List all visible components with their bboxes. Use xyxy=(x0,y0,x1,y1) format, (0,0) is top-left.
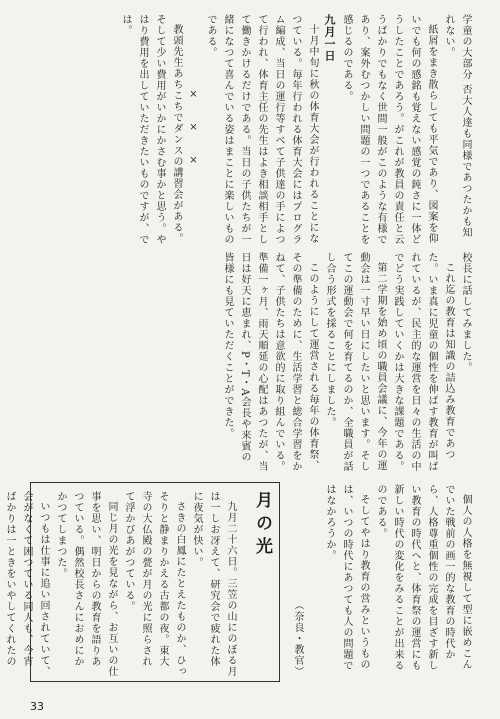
section-heading: 九月一日 xyxy=(323,14,336,62)
paragraph: 同じ月の光を見ながら、お互いの仕事を思い、明日からの教育を語りあつている。偶然校長さんにおめにかかつてしまつた。 xyxy=(55,491,117,677)
paragraph: 学童の大部分 否大人達も同様であつたかも知れない。 xyxy=(443,14,471,239)
paragraph: 紙屑をまき散らしても平気であり、図案を仰いでも何の感銘も覚えない感覚の鈍さに一体どうしたことであろう。がこれが教員の責任と云うばかりでもなく世間一般がこのような有様であり、案外むつかしい問題の一つであることを感じるのである。 xyxy=(341,14,437,245)
section-separator: × × × xyxy=(188,88,199,172)
bottom-right-text-column xyxy=(290,484,474,680)
paragraph: このようにして運営される毎年の体育祭、その準備のために、生活学習と総合学習をかねて、子供たちは意欲的に取り組んでいる。準備一ヶ月、雨天順延の心配はあつたが、当日は好天に恵まれ、P・T・A会長や来賓の皆様にも見ていただくことができた。 xyxy=(222,252,318,472)
page-number: 33 xyxy=(30,700,44,713)
paragraph: 校長に話してみました。 xyxy=(460,252,471,373)
paragraph: これ迄の教育は知識の詰込み教育であつた。いま真に児童の個性を伸ばす教育が叫ばれているが、民主的な運営を日々の生活の中でどう実践していくかは大きな課題である。 xyxy=(392,252,454,472)
paragraph: いつもは仕事に追い回されていて、会がなくて困つている同人も、今宵ばかりは一ときをいやしてくれたの xyxy=(4,491,49,677)
paragraph: 十月中旬に秋の体育大会が行われることになつている。毎年行われる体育大会にはプログラム編成、当日の運行等すべて子供達の手によつて行われ、体育主任の先生はよき相談相手として働きかけるだけである。当日の子供たちが一緒になつて喜んでいる姿はまことに楽しいものである。 xyxy=(205,14,318,245)
paragraph: 第二学期を始め頃の職員会議に、今年の運動会は一寸早い日にしたいと思います。そしてこの運動会で何を育てるのか、全職員が話し合う形式を採ることにしました。 xyxy=(324,252,386,472)
paragraph: 個人の人格を無視して型に嵌めこんでいた戦前の画一的な教育の時代から、人格尊重個性の完成を目ざす新しい教育の時代へと、体育祭の運営にも新しい時代の変化をみることが出来るのである。 xyxy=(375,484,471,671)
paragraph: さきの白鳳にたとえたものか、ひっそりと静まりかえる古都の夜。東大寺の大仏殿の甍が月の光に照らされて浮かびあがつている。 xyxy=(123,491,185,677)
box-title: 月の光 xyxy=(252,491,272,560)
paragraph: そしてやはり教育の営みというものは、いつの時代にあつても人の問題ではなかろうか。 xyxy=(324,484,369,671)
middle-text-column xyxy=(28,252,474,472)
paragraph: 九月二十六日。三笠の山にのぼる月は一しお冴えて、研究会で疲れた体に夜気が快い。 xyxy=(191,491,236,677)
author-credit: （奈良・教官） xyxy=(292,600,303,677)
top-text-column xyxy=(28,14,474,246)
box-body xyxy=(4,491,239,677)
paragraph: 教頭先生あちこちでダンスの講習会がある。そして少い費用がいかにかさむ事かと思う。やはり費用を出していただきたいものですが、では。 xyxy=(120,14,182,245)
essay-box xyxy=(4,482,280,682)
